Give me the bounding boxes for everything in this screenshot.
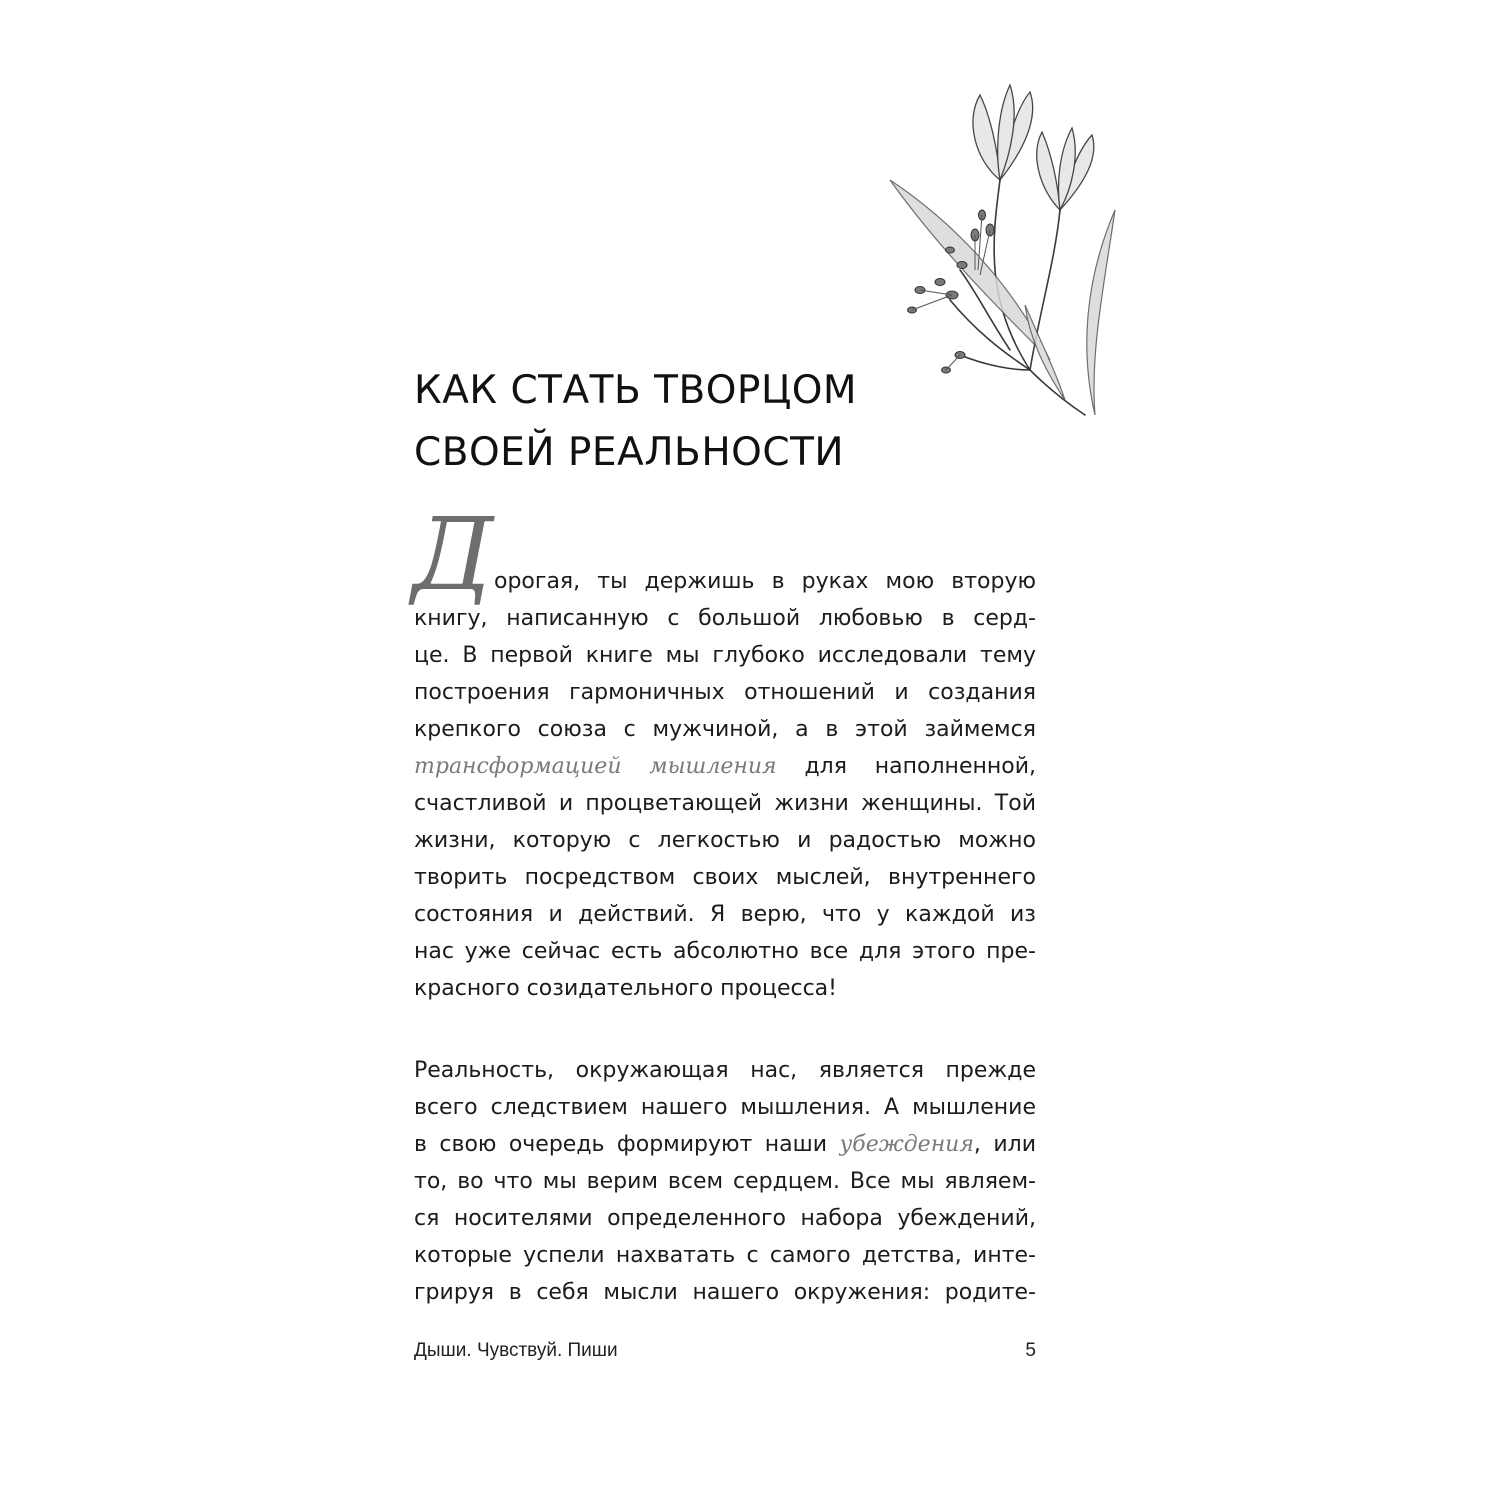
paragraph-line: построения гармоничных отношений и создания	[414, 680, 1036, 705]
paragraph-line: то, во что мы верим всем сердцем. Все мы являем-	[414, 1169, 1036, 1194]
paragraph-line-head: в свою очередь формируют наши	[414, 1132, 828, 1157]
paragraph-line: це. В первой книге мы глубоко исследовали тему	[414, 643, 1036, 668]
paragraph-line: грируя в себя мысли нашего окружения: родите-	[414, 1280, 1036, 1305]
paragraph-line: счастливой и процветающей жизни женщины. Той	[414, 791, 1036, 816]
chapter-title-line-2: СВОЕЙ РЕАЛЬНОСТИ	[414, 430, 845, 475]
paragraph-line: Реальность, окружающая нас, является прежде	[414, 1058, 1036, 1083]
emphasis-text: убеждения	[839, 1132, 974, 1157]
paragraph-line: ся носителями определенного набора убеждений,	[414, 1206, 1036, 1231]
paragraph-line: всего следствием нашего мышления. А мышление	[414, 1095, 1036, 1120]
running-footer-book-title: Дыши. Чувствуй. Пиши	[414, 1340, 618, 1361]
paragraph-line: которые успели нахватать с самого детства, инте-	[414, 1243, 1036, 1268]
paragraph-line-with-emphasis	[414, 1126, 1036, 1163]
paragraph-line: жизни, которую с легкостью и радостью можно	[414, 828, 1036, 853]
paragraph-line-tail: , или	[973, 1132, 1036, 1157]
paragraph-line-with-emphasis	[414, 748, 1036, 785]
paragraph-1	[414, 563, 1036, 1007]
paragraph-line: творить посредством своих мыслей, внутреннего	[414, 865, 1036, 890]
page-number: 5	[1025, 1340, 1036, 1361]
paragraph-line: состояния и действий. Я верю, что у каждой из	[414, 902, 1036, 927]
drop-cap: Д	[412, 496, 494, 613]
chapter-title-line-1: КАК СТАТЬ ТВОРЦОМ	[414, 368, 858, 413]
paragraph-line: красного созидательного процесса!	[414, 976, 837, 1001]
chapter-title	[414, 360, 857, 484]
emphasis-text: трансформацией мышления	[414, 754, 777, 779]
paragraph-line: крепкого союза с мужчиной, а в этой займемся	[414, 717, 1036, 742]
paragraph-line: книгу, написанную с большой любовью в серд-	[414, 606, 1036, 631]
paragraph-line: нас уже сейчас есть абсолютно все для этого пре-	[414, 939, 1036, 964]
paragraph-2	[414, 1052, 1036, 1311]
paragraph-line: орогая, ты держишь в руках мою вторую	[494, 569, 1036, 594]
paragraph-line-tail: для наполненной,	[804, 754, 1036, 779]
crocus-illustration	[880, 70, 1140, 450]
